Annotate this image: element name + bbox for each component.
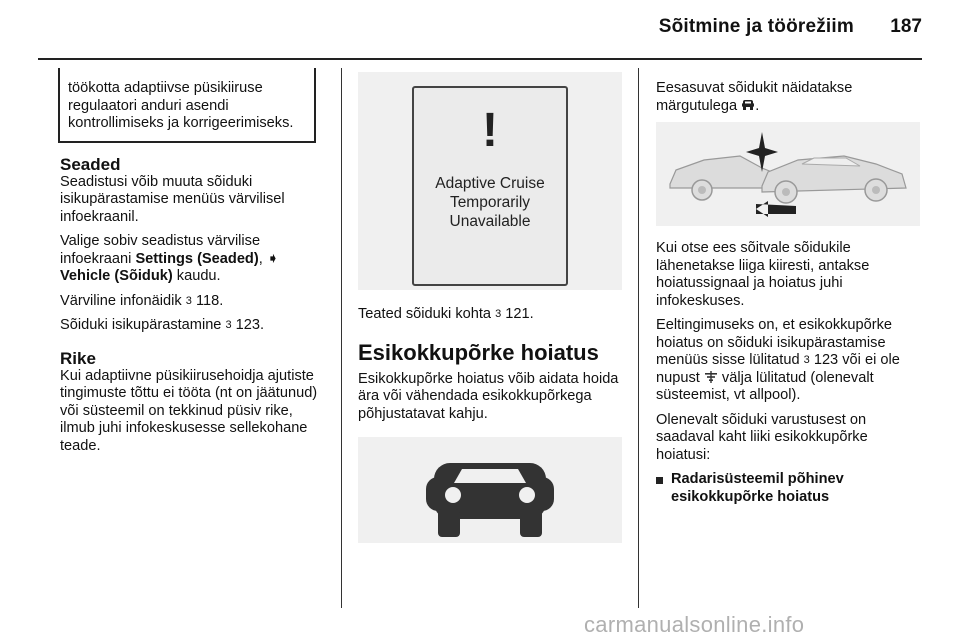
- vehicle-ahead-indicator-icon: [741, 99, 755, 111]
- right-paragraph-4: Olenevalt sõiduki varustusest on saadaval kaht liiki esikokkupõrke hoiatusi:: [656, 411, 868, 463]
- middle-paragraph-1: [358, 306, 624, 324]
- right-paragraph-2: Kui otse ees sõitvale sõidukile lähenetakse liiga kiiresti, antakse hoiatussignaal ja hoiatus juhi infokeskuses.: [656, 240, 870, 309]
- text-run: välja lülitatud (olenevalt süsteemist, vt allpool).: [656, 369, 874, 403]
- arrow-right-icon: ➧: [266, 250, 280, 267]
- text-run: ,: [258, 250, 267, 267]
- display-line-1: Adaptive Cruise: [435, 175, 545, 192]
- driver-info-display: [412, 86, 568, 286]
- right-column: [656, 68, 924, 506]
- left-column: [60, 68, 328, 462]
- continued-note-box: [58, 68, 316, 143]
- heading-forward-collision-alert: Esikokkupõrke hoiatus: [358, 339, 599, 365]
- seaded-paragraph-4: [60, 317, 328, 335]
- right-paragraph-3: [656, 317, 924, 405]
- rike-paragraph-1: Kui adaptiivne püsikiirusehoidja ajutiste tingimuste tõttu ei tööta (nt on jäätunud) või süsteemil on tekkinud püsiv rike, ilmub juhi infokeskusesse sellekohane teade.: [60, 367, 318, 454]
- vehicle-ahead-icon: [358, 437, 622, 543]
- page-ref-number[interactable]: 118.: [195, 292, 224, 309]
- text-run: Eesasuvat sõidukit näidatakse märgutulega: [656, 80, 853, 114]
- middle-column: [358, 68, 624, 543]
- display-line-3: Unavailable: [449, 213, 531, 230]
- page-number: 187: [890, 16, 922, 37]
- seaded-paragraph-3: [60, 293, 328, 311]
- page-ref-icon: 3: [803, 354, 810, 366]
- page-ref-number[interactable]: 123: [813, 352, 839, 368]
- collision-illustration: [656, 122, 920, 226]
- settings-menu-label: Settings (Seaded): [135, 250, 259, 267]
- text-run: Teated sõiduki kohta: [358, 306, 496, 322]
- text-run: Värviline infonäidik: [60, 292, 186, 309]
- column-divider-left: [341, 68, 342, 608]
- column-divider-right: [638, 68, 639, 608]
- page-ref-icon: 3: [185, 294, 192, 307]
- seaded-paragraph-2: [60, 233, 328, 286]
- running-header-title: Sõitmine ja töörežiim: [658, 16, 854, 37]
- text-run: Eeltingimuseks on, et esikokkupõrke hoiatus on sõiduki isikupärastamise menüüs sisse lülitatud: [656, 317, 893, 368]
- display-line-2: Temporarily: [449, 194, 531, 211]
- display-message: [414, 174, 566, 231]
- text-run: Valige sobiv seadistus värvilise infoekraani: [60, 233, 261, 267]
- bullet-icon: [656, 477, 663, 484]
- collision-warning-figure: [656, 122, 920, 226]
- text-run: kaudu.: [172, 268, 221, 284]
- right-paragraph-1: [656, 80, 924, 115]
- box-text: töökotta adaptiivse püsikiiruse regulaatori anduri asendi kontrollimiseks ja korrigeerimiseks.: [68, 80, 294, 131]
- page-ref-number[interactable]: 123.: [235, 317, 265, 333]
- heading-rike: Rike: [60, 348, 96, 368]
- text-run: Sõiduki isikupärastamine: [60, 317, 226, 333]
- text-run: .: [755, 97, 760, 114]
- header-rule: [38, 58, 922, 60]
- dic-message-figure: [358, 72, 622, 290]
- bullet-text: Radarisüsteemil põhinev esikokkupõrke hoiatus: [671, 471, 844, 505]
- gap-button-icon: [704, 371, 718, 383]
- page-ref-icon: 3: [225, 319, 232, 331]
- text-run: või ei ole nupust: [656, 352, 900, 386]
- list-item: [656, 471, 924, 506]
- middle-paragraph-2: Esikokkupõrke hoiatus võib aidata hoida ära või vähendada esikokkupõrkega põhjustatavat kahju.: [358, 370, 619, 422]
- page-ref-icon: 3: [495, 308, 502, 320]
- vehicle-ahead-figure: [358, 437, 622, 543]
- vehicle-menu-label: Vehicle (Sõiduk): [60, 268, 173, 284]
- exclamation-icon: !: [482, 104, 498, 157]
- page-ref-number[interactable]: 121.: [505, 306, 534, 322]
- arrow-left-icon: [756, 201, 796, 217]
- watermark: carmanualsonline.info: [584, 612, 805, 637]
- seaded-paragraph-1: Seadistusi võib muuta sõiduki isikupärastamise menüüs värvilisel infoekraanil.: [60, 173, 285, 225]
- heading-seaded: Seaded: [60, 154, 121, 174]
